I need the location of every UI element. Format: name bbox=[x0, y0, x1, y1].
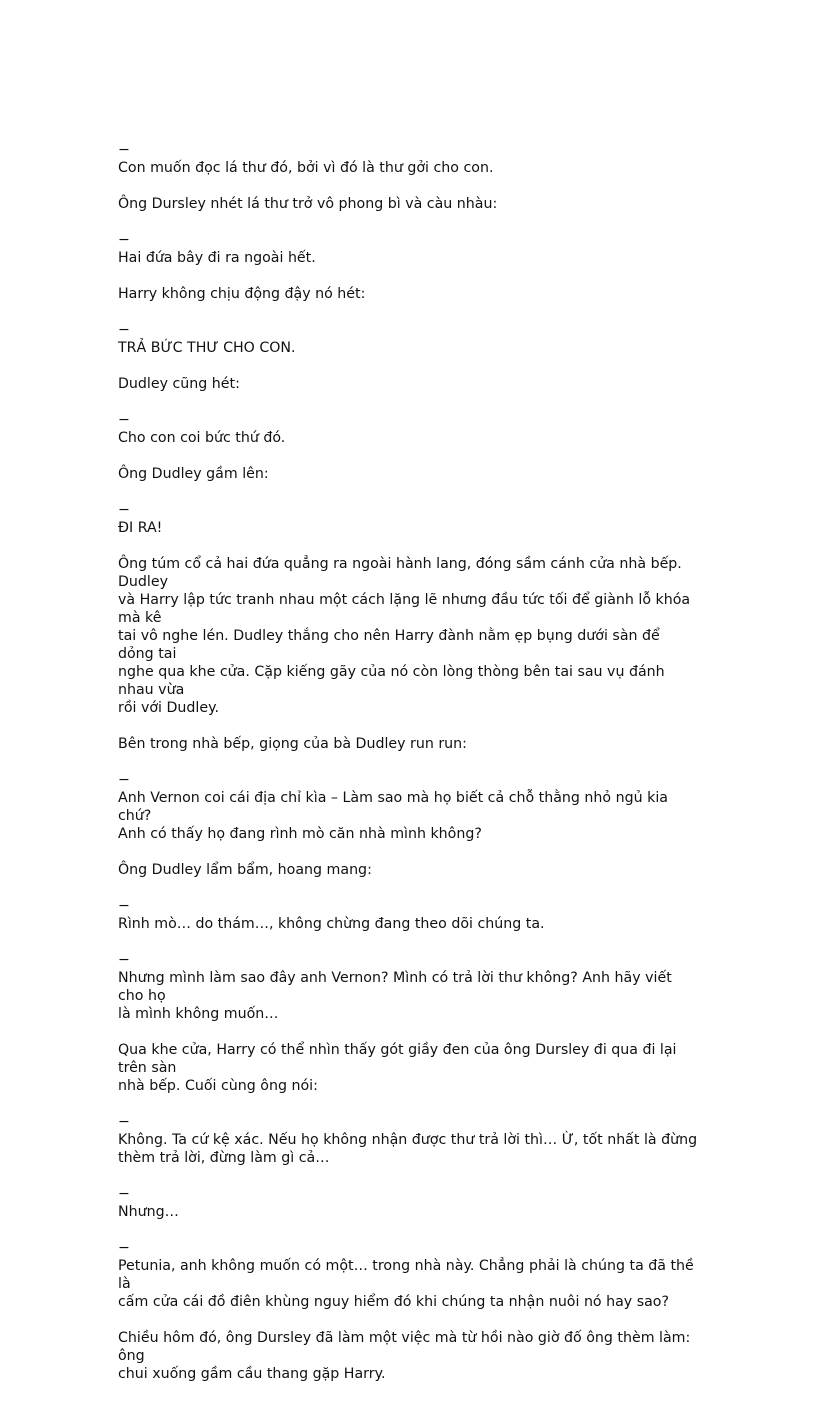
dialogue-paragraph bbox=[118, 231, 698, 267]
text-line: − TRẢ BỨC THƯ CHO CON. bbox=[118, 340, 296, 356]
text-line: Bên trong nhà bếp, giọng của bà Dudley run run: bbox=[118, 736, 467, 752]
text-line: Chiều hôm đó, ông Dursley đã làm một việc mà từ hồi nào giờ đố ông thèm làm: ông bbox=[118, 1330, 691, 1364]
dialogue-paragraph bbox=[118, 951, 698, 1023]
dialogue-paragraph bbox=[118, 1239, 698, 1311]
text-line: rồi với Dudley. bbox=[118, 700, 219, 716]
text-line: − Không. Ta cứ kệ xác. Nếu họ không nhận được thư trả lời thì… Ừ, tốt nhất là đừng bbox=[118, 1132, 698, 1148]
text-line: − Nhưng mình làm sao đây anh Vernon? Mình có trả lời thư không? Anh hãy viết cho họ bbox=[118, 970, 672, 1004]
text-line: − Nhưng… bbox=[118, 1204, 179, 1220]
text-line: nghe qua khe cửa. Cặp kiếng gãy của nó còn lòng thòng bên tai sau vụ đánh nhau vừa bbox=[118, 664, 665, 698]
narration-paragraph bbox=[118, 861, 698, 879]
text-line: − Petunia, anh không muốn có một… trong nhà này. Chẳng phải là chúng ta đã thề là bbox=[118, 1258, 694, 1292]
text-line: cấm cửa cái đồ điên khùng nguy hiểm đó khi chúng ta nhận nuôi nó hay sao? bbox=[118, 1294, 670, 1310]
narration-paragraph bbox=[118, 375, 698, 393]
dialogue-paragraph bbox=[118, 771, 698, 843]
narration-paragraph bbox=[118, 735, 698, 753]
text-line: − Rình mò… do thám…, không chừng đang theo dõi chúng ta. bbox=[118, 916, 545, 932]
text-line: tai vô nghe lén. Dudley thắng cho nên Harry đành nằm ẹp bụng dưới sàn để dỏng tai bbox=[118, 628, 660, 662]
text-line: và Harry lập tức tranh nhau một cách lặng lẽ nhưng đầu tức tối để giành lỗ khóa mà kê bbox=[118, 592, 691, 626]
dialogue-paragraph bbox=[118, 141, 698, 177]
text-line: Ông Dursley nhét lá thư trở vô phong bì và càu nhàu: bbox=[118, 196, 498, 212]
text-line: Ông túm cổ cả hai đứa quẳng ra ngoài hành lang, đóng sầm cánh cửa nhà bếp. Dudley bbox=[118, 556, 682, 590]
narration-paragraph bbox=[118, 195, 698, 213]
text-line: Dudley cũng hét: bbox=[118, 376, 240, 392]
narration-paragraph bbox=[118, 1041, 698, 1095]
text-line: nhà bếp. Cuối cùng ông nói: bbox=[118, 1078, 318, 1094]
text-line: Harry không chịu động đậy nó hét: bbox=[118, 286, 366, 302]
document-body bbox=[118, 141, 698, 1401]
text-line: Ông Dudley lẩm bẩm, hoang mang: bbox=[118, 862, 372, 878]
dialogue-paragraph bbox=[118, 501, 698, 537]
text-line: Qua khe cửa, Harry có thể nhìn thấy gót giầy đen của ông Dursley đi qua đi lại trên sàn bbox=[118, 1042, 677, 1076]
text-line: Ông Dudley gầm lên: bbox=[118, 466, 269, 482]
text-line: − Con muốn đọc lá thư đó, bởi vì đó là thư gởi cho con. bbox=[118, 160, 494, 176]
text-line: là mình không muốn… bbox=[118, 1006, 279, 1022]
dialogue-paragraph bbox=[118, 321, 698, 357]
text-line: − Cho con coi bức thứ đó. bbox=[118, 430, 286, 446]
dialogue-paragraph bbox=[118, 1185, 698, 1221]
narration-paragraph bbox=[118, 555, 698, 717]
narration-paragraph bbox=[118, 285, 698, 303]
text-line: − Hai đứa bây đi ra ngoài hết. bbox=[118, 250, 316, 266]
narration-paragraph bbox=[118, 465, 698, 483]
text-line: thèm trả lời, đừng làm gì cả… bbox=[118, 1150, 330, 1166]
dialogue-paragraph bbox=[118, 1113, 698, 1167]
text-line: chui xuống gầm cầu thang gặp Harry. bbox=[118, 1366, 386, 1382]
dialogue-paragraph bbox=[118, 897, 698, 933]
text-line: Anh có thấy họ đang rình mò căn nhà mình không? bbox=[118, 826, 482, 842]
text-line: − ĐI RA! bbox=[118, 520, 163, 536]
dialogue-paragraph bbox=[118, 411, 698, 447]
text-line: − Anh Vernon coi cái địa chỉ kìa – Làm sao mà họ biết cả chỗ thằng nhỏ ngủ kia chứ? bbox=[118, 790, 668, 824]
narration-paragraph bbox=[118, 1329, 698, 1383]
